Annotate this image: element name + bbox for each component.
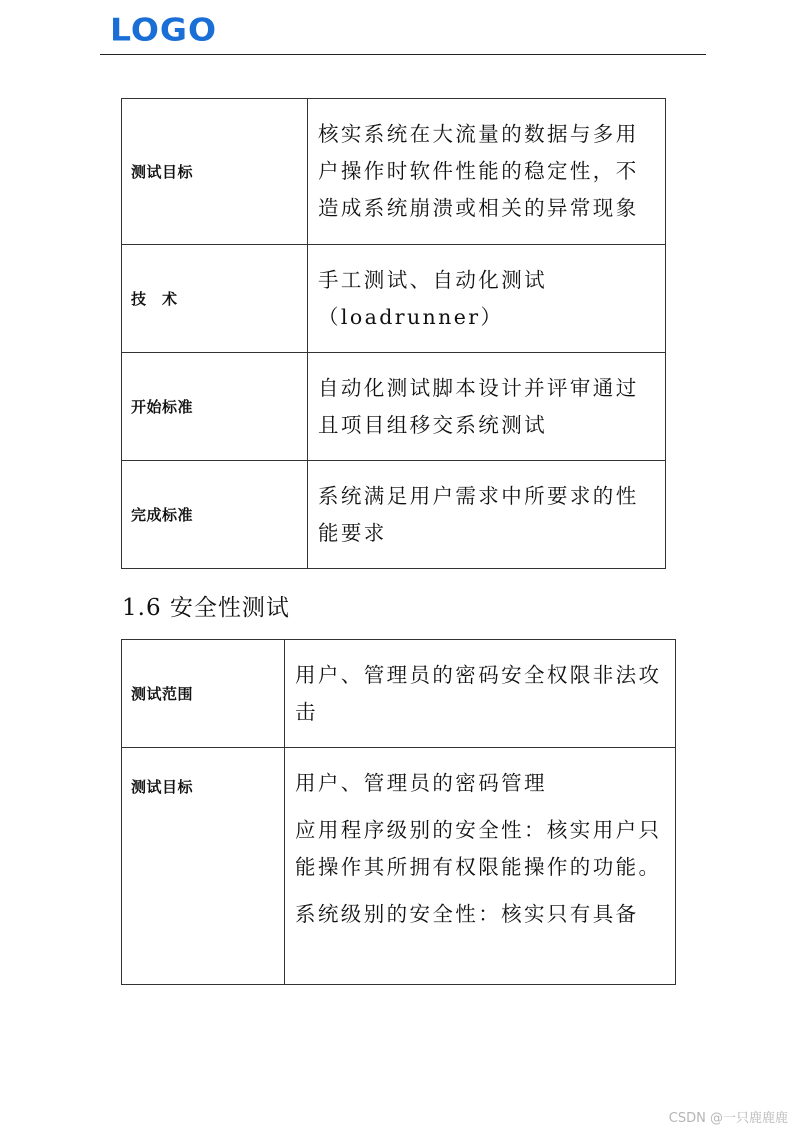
- header-divider: [100, 54, 706, 55]
- table-row: [122, 748, 676, 985]
- table-row: [122, 99, 666, 245]
- table-row: [122, 461, 666, 569]
- row-content: 系统满足用户需求中所要求的性能要求: [308, 461, 666, 569]
- row-content: 自动化测试脚本设计并评审通过且项目组移交系统测试: [308, 353, 666, 461]
- row-label: 开始标准: [122, 353, 308, 461]
- performance-test-table: [121, 98, 666, 569]
- row-content: 核实系统在大流量的数据与多用户操作时软件性能的稳定性，不造成系统崩溃或相关的异常现象: [308, 99, 666, 245]
- logo: LOGO: [110, 10, 218, 49]
- row-content: 用户、管理员的密码管理 应用程序级别的安全性：核实用户只能操作其所拥有权限能操作的功能。 系统级别的安全性：核实只有具备: [285, 748, 676, 985]
- row-label: 测试目标: [122, 748, 285, 985]
- row-content: 手工测试、自动化测试（loadrunner）: [308, 245, 666, 353]
- security-test-table: [121, 639, 676, 985]
- row-label: 测试目标: [122, 99, 308, 245]
- row-content: 用户、管理员的密码安全权限非法攻击: [285, 640, 676, 748]
- section-heading: 1.6 安全性测试: [122, 595, 290, 621]
- row-label: 技 术: [122, 245, 308, 353]
- table-row: [122, 640, 676, 748]
- watermark: CSDN @一只鹿鹿鹿: [668, 1111, 788, 1126]
- row-label: 完成标准: [122, 461, 308, 569]
- table-row: [122, 353, 666, 461]
- table-row: [122, 245, 666, 353]
- row-label: 测试范围: [122, 640, 285, 748]
